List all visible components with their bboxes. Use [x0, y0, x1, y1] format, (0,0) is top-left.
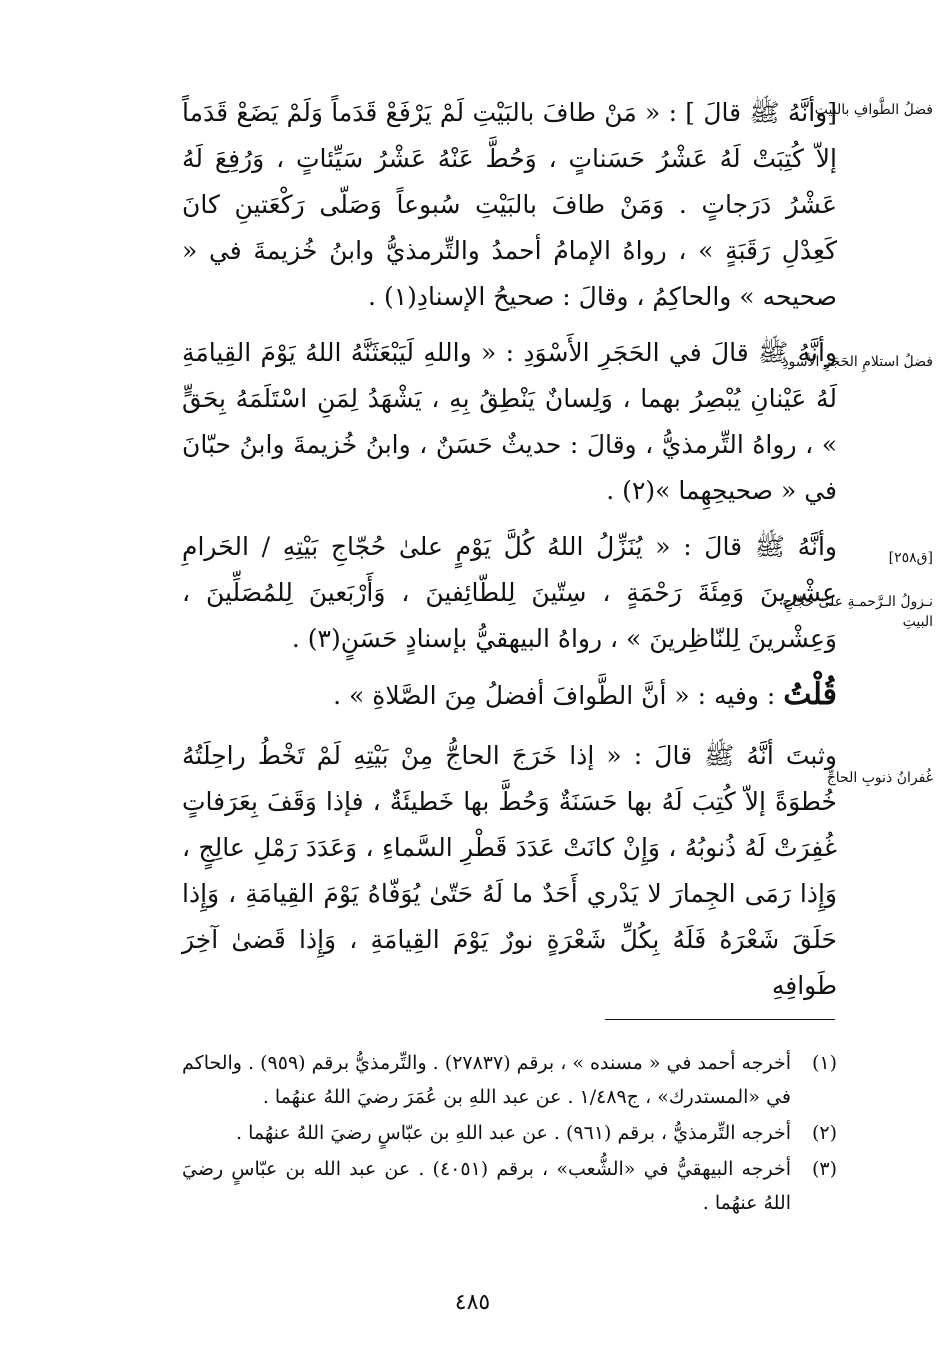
footnote-text: أخرجه التِّرمذيُّ ، برقم (٩٦١) . عن عبد اللهِ بن عبّاسٍ رضيَ اللهُ عنهُما .	[236, 1122, 791, 1144]
footnote-3	[182, 1152, 837, 1220]
margin-note-tawaf: فضلُ الطَّوافِ بالبيتِ	[814, 102, 933, 118]
page-number: ٤٨٥	[454, 1290, 491, 1315]
gloss-word: قُلْتُ	[783, 677, 837, 712]
footnote-divider	[605, 1019, 835, 1020]
gloss-text: : وفيه : « أنَّ الطَّوافَ أفضلُ مِنَ الصَّلاةِ » .	[333, 681, 776, 710]
footnote-number: (٣)	[811, 1158, 837, 1180]
paragraph-tawaf: [وأنَّهُ ﷺ قالَ ] : « مَنْ طافَ بالبَيْتِ لَمْ يَرْفَعْ قَدَماً وَلَمْ يَضَعْ قَدَماً إلاّ كُتِبَتْ لَهُ عَشْرُ حَسَناتٍ ، وَحُطَّ عَنْهُ عَشْرُ سَيِّئاتٍ ، وَرُفِعَ لَهُ عَشْرُ دَرَجاتٍ . وَمَنْ طافَ بالبَيْتِ سُبوعاً وَصَلّى رَكْعَتينِ كانَ كَعِدْلِ رَقَبَةٍ » ، رواهُ الإمامُ أحمدُ والتِّرمذيُّ وابنُ خُزيمةَ في « صحيحه » والحاكِمُ ، وقالَ : صحيحُ الإسنادِ(١) .	[182, 98, 837, 311]
footnote-2	[182, 1116, 837, 1150]
margin-note-mercy: نـزولُ الـرَّحمـةِ علىٰ حُجّاجِ البيتِ	[783, 594, 933, 630]
margin-note-folio-ref: [ق٢٥٨]	[888, 550, 933, 566]
footnote-text: أخرجه أحمد في « مسنده » ، برقم (٢٧٨٣٧) . والتِّرمذيُّ برقم (٩٥٩) . والحاكم في «المستدرك» ، ج١/٤٨٩ . عن عبد اللهِ بن عُمَرَ رضيَ اللهُ عنهُما .	[182, 1052, 791, 1108]
footnote-number: (١)	[811, 1052, 837, 1074]
footnotes	[182, 1046, 837, 1222]
margin-note-forgiveness: غُفرانُ ذنوبِ الحاجِّ	[826, 770, 933, 786]
footnote-text: أخرجه البيهقيُّ في «الشُّعب» ، برقم (٤٠٥١) . عن عبد الله بن عبّاسٍ رضيَ اللهُ عنهُما .	[182, 1158, 791, 1214]
footnote-1	[182, 1046, 837, 1114]
paragraph-mercy: وأنَّهُ ﷺ قالَ : « يُنَزِّلُ اللهُ كُلَّ يَوْمٍ علىٰ حُجّاجِ بَيْتِهِ / الحَرامِ عِشْرينَ وَمِئَةَ رَحْمَةٍ ، سِتّينَ لِلطّائِفينَ ، وَأَرْبَعينَ لِلمُصَلِّينَ ، وَعِشْرينَ لِلنّاظِرينَ » ، رواهُ البيهقيُّ بإسنادٍ حَسَنٍ(٣) .	[182, 532, 837, 653]
main-text	[182, 90, 837, 1019]
gloss-line	[182, 672, 837, 719]
paragraph-forgiveness: وثبتَ أنَّهُ ﷺ قالَ : « إذا خَرَجَ الحاجُّ مِنْ بَيْتِهِ لَمْ تَخْطُ راحِلَتُهُ خُطوَةً إلاّ كُتِبَ لَهُ بها حَسَنَةٌ وَحُطَّ بها خَطيئَةٌ ، فإذا وَقَفَ بِعَرَفاتٍ غُفِرَتْ لَهُ ذُنوبُهُ ، وَإِنْ كانَتْ عَدَدَ قَطْرِ السَّماءِ ، وَعَدَدَ رَمْلِ عالِجٍ ، وَإِذا رَمَى الجِمارَ لا يَدْري أَحَدٌ ما لَهُ حَتّىٰ يُوَفّاهُ يَوْمَ القِيامَةِ ، وَإِذا حَلَقَ شَعْرَهُ فَلَهُ بِكُلِّ شَعْرَةٍ نورٌ يَوْمَ القِيامَةِ ، وَإِذا قَضىٰ آخِرَ طَوافِهِ	[182, 741, 837, 1000]
margin-note-black-stone: فضلُ استلامِ الحَجَرِ الأسودِ	[782, 354, 933, 370]
paragraph-black-stone: وأنَّهُ ﷺ قالَ في الحَجَرِ الأَسْوَدِ : « واللهِ لَيَبْعَثَنَّهُ اللهُ يَوْمَ القِيامَةِ لَهُ عَيْنانِ يُبْصِرُ بهما ، وَلِسانٌ يَنْطِقُ بِهِ ، يَشْهَدُ لِمَنِ اسْتَلَمَهُ بِحَقٍّ » ، رواهُ التِّرمذيُّ ، وقالَ : حديثٌ حَسَنٌ ، وابنُ خُزيمةَ وابنُ حبّانَ في « صحيحِهِما »(٢) .	[182, 338, 837, 505]
footnote-number: (٢)	[811, 1122, 837, 1144]
